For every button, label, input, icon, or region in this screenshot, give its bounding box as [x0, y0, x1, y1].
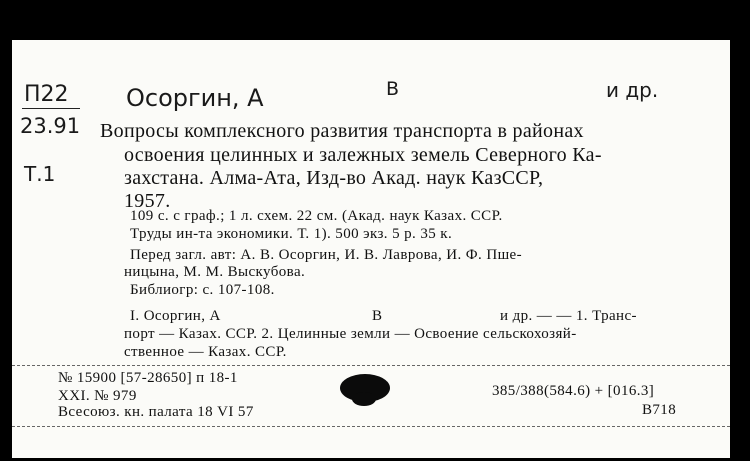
scan-border-top [0, 0, 750, 40]
description-line: 109 с. с граф.; 1 л. схем. 22 см. (Акад. наук Казах. ССР. [130, 208, 503, 224]
title-line: освоения целинных и залежных земель Северного Ка- [124, 144, 602, 166]
bottom-divider [12, 426, 730, 427]
volume-mark: Т.1 [24, 162, 56, 186]
tracing-initial: В [372, 308, 383, 324]
tracing-author: I. Осоргин, А [130, 308, 221, 324]
shelf-mark: П22 [24, 82, 69, 107]
tracing-subject: и др. — — 1. Транс- [500, 308, 637, 324]
acquisition-number: 23.91 [20, 114, 81, 138]
title-line: захстана. Алма-Ата, Изд-во Акад. наук КазССР, [124, 167, 544, 189]
classification-index: 385/388(584.6) + [016.3] [492, 383, 655, 399]
tracing-line: порт — Казах. ССР. 2. Целинные земли — Освоение сельскохозяй- [124, 326, 577, 342]
scan-border-right [730, 0, 750, 461]
title-line: 1957. [124, 190, 171, 212]
shelf-mark-underline [22, 108, 80, 109]
et-al-handwritten: и др. [606, 78, 659, 102]
tracing-line: ственное — Казах. ССР. [124, 344, 287, 360]
author-initial-handwritten: В [386, 78, 400, 100]
author-handwritten: Осоргин, А [126, 84, 264, 112]
book-chamber: Всесоюз. кн. палата 18 VI 57 [58, 404, 254, 420]
series-number: XXI. № 979 [58, 388, 137, 404]
description-line: Библиогр: с. 107-108. [130, 282, 275, 298]
footer-divider [12, 365, 730, 366]
catalog-card [12, 40, 730, 458]
title-line: Вопросы комплексного развития транспорта в районах [100, 120, 584, 142]
description-line: Труды ин-та экономики. Т. 1). 500 экз. 5 р. 35 к. [130, 226, 453, 242]
order-number: № 15900 [57-28650] п 18-1 [58, 370, 238, 386]
print-code: В718 [642, 402, 677, 418]
ink-blot [352, 392, 376, 406]
description-line: Перед загл. авт: А. В. Осоргин, И. В. Лаврова, И. Ф. Пше- [130, 247, 522, 263]
description-line: ницына, М. М. Выскубова. [124, 264, 306, 280]
